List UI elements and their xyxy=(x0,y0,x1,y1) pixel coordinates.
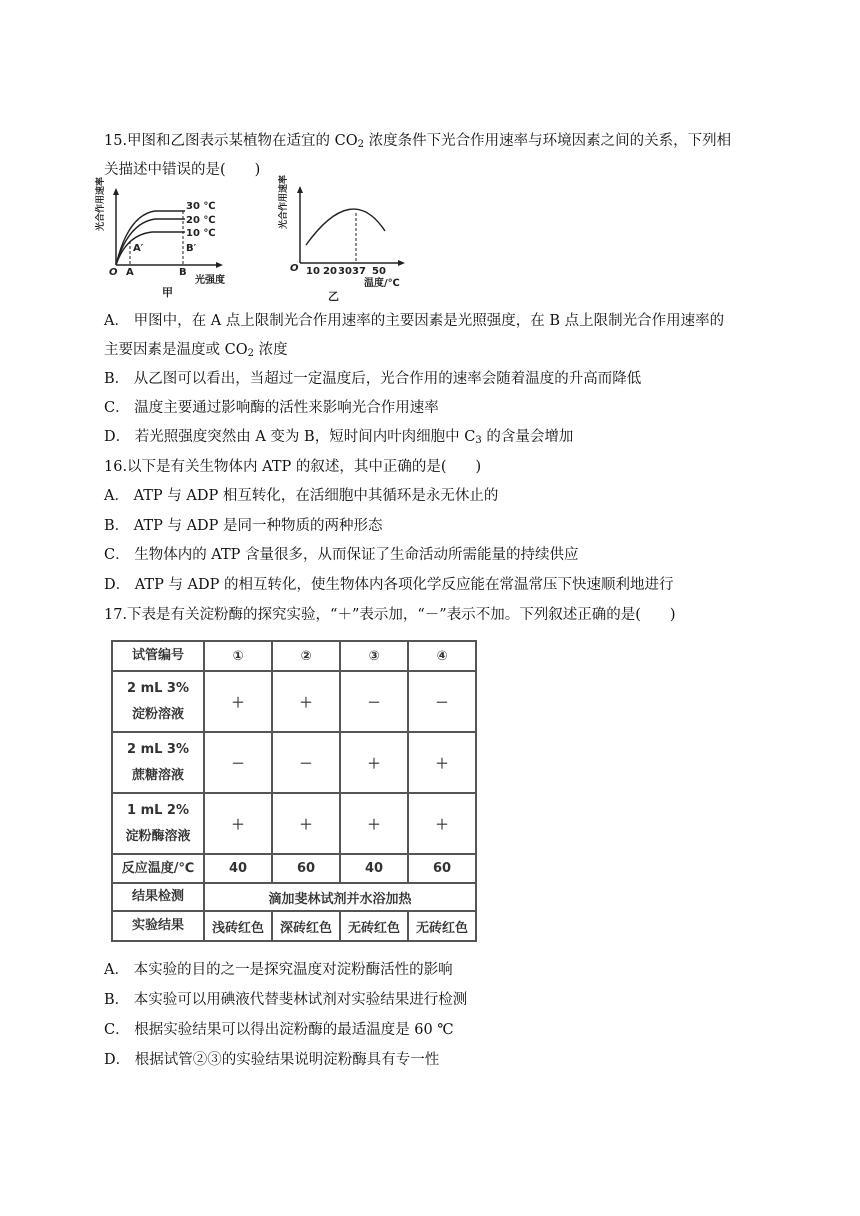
table-row-temperature xyxy=(112,854,476,883)
figure-jia xyxy=(96,176,230,300)
table-cell: 无砖红色 xyxy=(408,911,476,941)
table-cell: ＋ xyxy=(204,793,272,854)
table-cell: 无砖红色 xyxy=(340,911,408,941)
row-label: 反应温度/℃ xyxy=(112,854,204,883)
q16-option-a: A． ATP 与 ADP 相互转化，在活细胞中其循环是永无休止的 xyxy=(104,488,499,504)
q15-option-d: D． 若光照强度突然由 A 变为 B，短时间内叶肉细胞中 $C_3$ 的含量会增加 xyxy=(104,429,574,446)
q16-stem: 16.以下是有关生物体内 ATP 的叙述，其中正确的是( ) xyxy=(104,459,482,475)
table-cell: ＋ xyxy=(340,732,408,793)
table-row-header xyxy=(112,641,476,671)
table-row xyxy=(112,671,476,732)
table-cell: ＋ xyxy=(340,793,408,854)
q15-stem-line1: 15.甲图和乙图表示某植物在适宜的 $CO_2$ 浓度条件下光合作用速率与环境因素之间的关系，下列相 xyxy=(104,133,732,150)
q17-option-b: B． 本实验可以用碘液代替斐林试剂对实验结果进行检测 xyxy=(104,992,468,1008)
svg-text:B: B xyxy=(179,267,187,278)
table-cell: ＋ xyxy=(408,793,476,854)
table-header-cell: ② xyxy=(272,641,340,671)
row-label: 1 mL 2% 淀粉酶溶液 xyxy=(112,793,204,854)
table-row-result xyxy=(112,911,476,941)
q17-option-a: A． 本实验的目的之一是探究温度对淀粉酶活性的影响 xyxy=(104,962,453,978)
q17-stem: 17.下表是有关淀粉酶的探究实验，“＋”表示加，“－”表示不加。下列叙述正确的是( ) xyxy=(104,607,676,623)
svg-text:10: 10 xyxy=(306,266,320,277)
table-cell: 40 xyxy=(204,854,272,883)
svg-text:A′: A′ xyxy=(133,243,144,254)
q16-option-c: C． 生物体内的 ATP 含量很多，从而保证了生命活动所需能量的持续供应 xyxy=(104,547,579,563)
jia-xlabel: 光强度 xyxy=(195,275,225,286)
svg-text:O: O xyxy=(109,267,118,278)
table-cell: － xyxy=(272,732,340,793)
q15-stem-line2: 关描述中错误的是( ) xyxy=(104,162,261,178)
table-cell: － xyxy=(340,671,408,732)
table-row xyxy=(112,732,476,793)
experiment-table xyxy=(111,640,477,942)
table-header-cell: ④ xyxy=(408,641,476,671)
yi-ylabel: 光合作用速率 xyxy=(279,174,289,229)
table-cell: ＋ xyxy=(272,671,340,732)
table-cell: 浅砖红色 xyxy=(204,911,272,941)
table-cell: 40 xyxy=(340,854,408,883)
svg-text:20 ℃: 20 ℃ xyxy=(186,215,216,226)
q16-option-b: B． ATP 与 ADP 是同一种物质的两种形态 xyxy=(104,518,383,534)
table-header-cell: ① xyxy=(204,641,272,671)
jia-ylabel: 光合作用速率 xyxy=(96,176,106,231)
table-cell: ＋ xyxy=(408,732,476,793)
yi-curve xyxy=(306,209,385,245)
figure-yi xyxy=(279,174,412,303)
yi-xlabel: 温度/℃ xyxy=(364,278,400,289)
jia-curve-20 xyxy=(116,219,185,265)
table-cell: ＋ xyxy=(272,793,340,854)
svg-text:10 ℃: 10 ℃ xyxy=(186,228,216,239)
table-cell: 滴加斐林试剂并水浴加热 xyxy=(204,883,476,911)
q15-option-a-line1: A． 甲图中，在 A 点上限制光合作用速率的主要因素是光照强度，在 B 点上限制光合作用速率的 xyxy=(104,313,725,329)
row-label: 结果检测 xyxy=(112,883,204,911)
svg-text:O: O xyxy=(290,263,299,274)
jia-caption: 甲 xyxy=(162,286,173,299)
q17-option-d: D． 根据试管②③的实验结果说明淀粉酶具有专一性 xyxy=(104,1052,440,1068)
q15-option-c: C． 温度主要通过影响酶的活性来影响光合作用速率 xyxy=(104,400,439,416)
table-cell: ＋ xyxy=(204,671,272,732)
table-cell: 60 xyxy=(408,854,476,883)
table-cell: － xyxy=(204,732,272,793)
table-cell: － xyxy=(408,671,476,732)
svg-text:B′: B′ xyxy=(186,243,197,254)
svg-text:20: 20 xyxy=(323,266,337,277)
table-row xyxy=(112,793,476,854)
svg-text:30 ℃: 30 ℃ xyxy=(186,201,216,212)
q15-option-a-line2: 主要因素是温度或 $CO_2$ 浓度 xyxy=(104,342,288,359)
q16-option-d: D． ATP 与 ADP 的相互转化，使生物体内各项化学反应能在常温常压下快速顺利地进行 xyxy=(104,577,674,593)
yi-caption: 乙 xyxy=(328,290,339,303)
table-header-cell: ③ xyxy=(340,641,408,671)
row-label: 2 mL 3% 蔗糖溶液 xyxy=(112,732,204,793)
svg-text:50: 50 xyxy=(372,266,386,277)
table-header-cell: 试管编号 xyxy=(112,641,204,671)
svg-text:A: A xyxy=(126,267,134,278)
q15-option-b: B． 从乙图可以看出，当超过一定温度后，光合作用的速率会随着温度的升高而降低 xyxy=(104,371,642,387)
svg-text:30: 30 xyxy=(338,266,352,277)
table-cell: 60 xyxy=(272,854,340,883)
table-row-detection xyxy=(112,883,476,911)
table-cell: 深砖红色 xyxy=(272,911,340,941)
row-label: 2 mL 3% 淀粉溶液 xyxy=(112,671,204,732)
q17-option-c: C． 根据实验结果可以得出淀粉酶的最适温度是 60 ℃ xyxy=(104,1022,454,1038)
row-label: 实验结果 xyxy=(112,911,204,941)
svg-text:37: 37 xyxy=(352,266,366,277)
